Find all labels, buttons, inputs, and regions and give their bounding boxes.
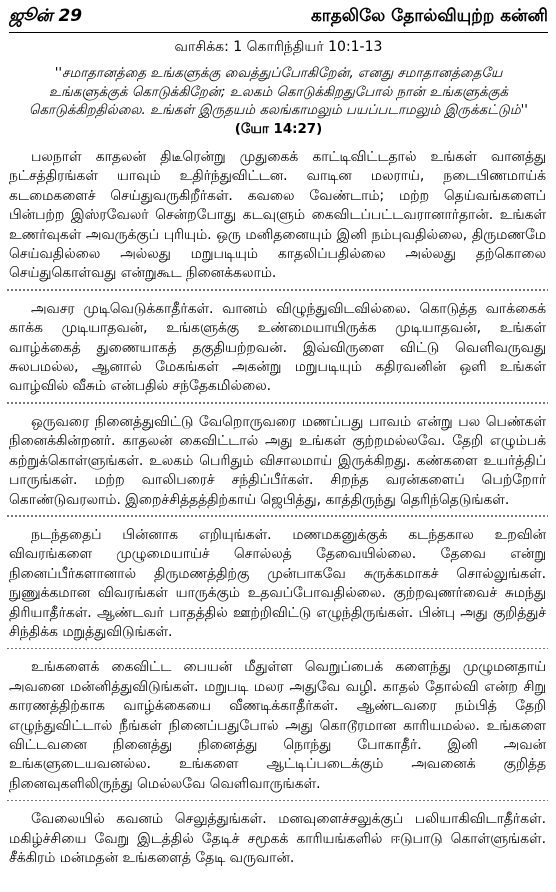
body-paragraph (9, 658, 546, 801)
page-title: காதலிலே தோல்வியுற்ற கன்னி (310, 6, 548, 26)
body-paragraph (9, 413, 546, 517)
paragraph-text: நடந்ததைப் பின்னாக எறியுங்கள். மணமகனுக்குக் கடந்தகால உறவின் விவரங்களை முழுமையாய்ச் சொல்லத் தேவையில்லை. தேவை என்று நினைப்பீர்களானால் திருமணத்திற்கு முன்பாகவே சுருக்கமாகச் சொல்லுங்கள். நுணுக்கமான விவரங்கள் யாருக்கும் உதவப்போவதில்லை. குற்றவுணர்வைச் சுமந்து திரியாதீர்கள். ஆண்டவர் பாதத்தில் ஊற்றிவிட்டு எழுந்திருங்கள். பின்பு அது குறித்துச் சிந்திக்க மறுத்துவிடுங்கள். (9, 526, 546, 640)
body-paragraph (9, 810, 546, 875)
page-header (9, 6, 548, 33)
key-verse-reference: (யோ 14:27) (234, 121, 323, 137)
paragraph-text: ஒருவரை நினைத்துவிட்டு வேறொருவரை மணப்பது பாவம் என்று பல பெண்கள் நினைக்கின்றனர். காதலன் கைவிட்டால் அது உங்கள் குற்றமல்லவே. தேறி எழும்பக் கற்றுக்கொள்ளுங்கள். உலகம் பெரிதும் விசாலமாய் இருக்கிறது. கண்களை உயர்த்திப் பாருங்கள். மற்ற வாலிபரைச் சந்திப்பீர்கள். சிறந்த வரன்களைப் பெற்றோர் கொண்டுவரலாம். இறைச்சித்தத்திற்காய் ஜெபித்து, காத்திருந்து தெரிந்தெடுங்கள். (9, 413, 546, 508)
paragraph-text: அவசர முடிவெடுக்காதீர்கள். வானம் விழுந்துவிடவில்லை. கொடுத்த வாக்கைக் காக்க முடியாதவன், உங்களுக்கு உண்மையாயிருக்க முடியாதவன், உங்கள் வாழ்க்கைத் துணையாகத் தகுதியற்றவன். இவ்விருளை விட்டு வெளிவருவது சுலபமல்ல, ஆனால் மேகங்கள் அகன்று மறுபடியும் கதிரவனின் ஒளி உங்கள் வாழ்வில் வீசும் என்பதில் சந்தேகமில்லை. (9, 300, 546, 395)
key-verse-text: ''சமாதானத்தை உங்களுக்கு வைத்துப்போகிறேன், எனது சமாதானத்தையே உங்களுக்குக் கொடுக்கிறேன்; உலகம் கொடுக்கிறதுபோல் நான் உங்களுக்குக் கொடுக்கிறதில்லை. உங்கள் இருதயம் கலங்காமலும் பயப்படாமலும் இருக்கட்டும்'' (29, 66, 528, 118)
key-verse (15, 65, 542, 139)
paragraph-text: பலநாள் காதலன் திடீரென்று முதுகைக் காட்டிவிட்டதால் உங்கள் வானத்து நட்சத்திரங்கள் யாவும் உதிர்ந்துவிட்டன. வாடின மலராய், நடைபிணமாய்க் கடமைகளைச் செய்துவருகிறீர்கள். கவலை வேண்டாம்; மற்ற தெய்வங்களைப் பின்பற்ற இஸ்ரவேலர் சென்றபோது கடவுளும் கைவிடப்பட்டவரானார்தான். உங்கள் உணர்வுகள் அவருக்குப் புரியும். ஒரு மனிதனையும் இனி நம்புவதில்லை, திருமணமே செய்வதில்லை அல்லது மறுபடியும் காதலிப்பதில்லை அல்லது தற்கொலை செய்துகொள்வது என்றுகூட நினைக்கலாம். (9, 149, 546, 282)
paragraph-text: உங்களைக் கைவிட்ட பையன் மீதுள்ள வெறுப்பைக் களைந்து முழுமனதாய் அவனை மன்னித்துவிடுங்கள். மறுபடி மலர அதுவே வழி. காதல் தோல்வி என்ற சிறு காரணத்திற்காக வாழ்க்கையை வீணடிக்காதீர்கள். ஆண்டவரை நம்பித் தேறி எழுந்துவிட்டால் நீங்கள் நினைப்பதுபோல் அது கொடூரமான காரியமல்ல. உங்களை விட்டவனை நினைத்து நினைத்து நொந்து போகாதீர். இனி அவன் உங்களுடையவனல்ல. உங்களை ஆட்டிப்படைக்கும் அவனைக் குறித்த நினைவுகளிலிருந்து மெல்லவே வெளிவாருங்கள். (9, 659, 546, 792)
body-paragraph (9, 300, 546, 404)
page-date: ஜூன் 29 (9, 6, 83, 26)
scripture-reading: வாசிக்க: 1 கொரிந்தியர் 10:1-13 (174, 39, 383, 55)
paragraph-text: வேலையில் கவனம் செலுத்துங்கள். மனவுளைச்சலுக்குப் பலியாகிவிடாதீர்கள். மகிழ்ச்சியை வேறு இடத்தில் தேடிச் சமூகக் காரியங்களில் ஈடுபாடு கொள்ளுங்கள். சீக்கிரம் மன்மதன் உங்களைத் தேடி வருவான். (9, 811, 546, 866)
body-paragraph (9, 526, 546, 649)
body-paragraph (9, 148, 546, 291)
